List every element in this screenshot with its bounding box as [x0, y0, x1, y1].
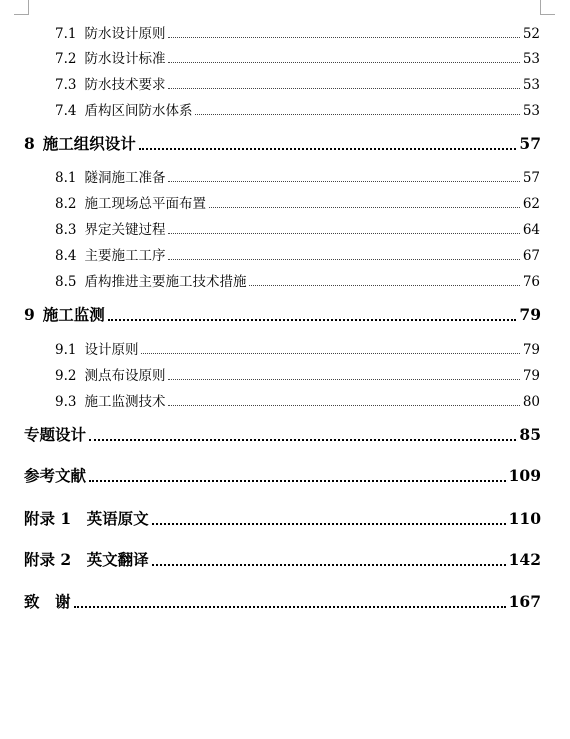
toc-page-number: 67	[522, 248, 540, 264]
toc-section-entry[interactable]	[55, 22, 540, 42]
toc-page-number: 79	[519, 305, 541, 324]
toc-entry-number: 8.4	[55, 248, 77, 264]
toc-dot-leader	[152, 563, 506, 566]
toc-dot-leader	[168, 378, 519, 380]
toc-entry-title: 施工监测技术	[84, 394, 166, 410]
toc-entry-title: 施工现场总平面布置	[84, 196, 206, 212]
toc-entry-number: 7.3	[55, 77, 77, 93]
toc-entry-title: 专题设计	[24, 425, 87, 444]
toc-entry-title: 致 谢	[24, 592, 71, 611]
toc-section-entry[interactable]	[55, 192, 540, 212]
toc-section-entry[interactable]	[55, 390, 540, 410]
toc-chapter-entry[interactable]	[24, 132, 541, 154]
toc-entry-title: 测点布设原则	[84, 368, 166, 384]
toc-entry-number: 9.2	[55, 368, 77, 384]
toc-dot-leader	[168, 61, 519, 63]
toc-entry-number: 8.3	[55, 222, 77, 238]
page-corner-mark-right	[540, 0, 555, 15]
toc-page-number: 53	[522, 51, 540, 67]
toc-entry-number: 7.4	[55, 103, 77, 119]
toc-entry-title: 主要施工工序	[84, 248, 166, 264]
toc-entry-title: 设计原则	[84, 342, 139, 358]
toc-section-entry[interactable]	[55, 270, 540, 290]
toc-entry-title: 隧洞施工准备	[84, 170, 166, 186]
toc-page-number: 110	[508, 509, 541, 528]
toc-dot-leader	[141, 352, 519, 354]
toc-dot-leader	[168, 87, 519, 89]
toc-entry-title: 盾构区间防水体系	[84, 103, 193, 119]
toc-entry-title: 施工监测	[42, 305, 105, 324]
toc-section-entry[interactable]	[55, 73, 540, 93]
toc-section-entry[interactable]	[55, 244, 540, 264]
toc-entry-number: 7.1	[55, 26, 77, 42]
toc-dot-leader	[168, 36, 519, 38]
toc-chapter-entry[interactable]	[24, 590, 541, 612]
page-corner-mark-left	[14, 0, 29, 15]
toc-page-number: 142	[508, 550, 541, 569]
toc-section-entry[interactable]	[55, 364, 540, 384]
toc-dot-leader	[152, 522, 506, 525]
toc-section-entry[interactable]	[55, 218, 540, 238]
toc-entry-title: 防水技术要求	[84, 77, 166, 93]
toc-entry-number: 8.2	[55, 196, 77, 212]
toc-dot-leader	[89, 438, 516, 441]
toc-entry-number: 8.5	[55, 274, 77, 290]
toc-page-number: 85	[519, 425, 541, 444]
toc-entry-title: 施工组织设计	[42, 134, 136, 153]
toc-page-number: 79	[522, 368, 540, 384]
toc-entry-number: 7.2	[55, 51, 77, 67]
toc-chapter-entry[interactable]	[24, 303, 541, 325]
toc-page-number: 76	[522, 274, 540, 290]
toc-entry-title: 附录 1 英语原文	[24, 509, 149, 528]
toc-dot-leader	[168, 258, 519, 260]
toc-entry-title: 附录 2 英文翻译	[24, 550, 149, 569]
toc-chapter-entry[interactable]	[24, 423, 541, 445]
toc-entry-title: 界定关键过程	[84, 222, 166, 238]
toc-entry-title: 参考文献	[24, 466, 87, 485]
toc-page-number: 52	[522, 26, 540, 42]
toc-entry-number: 8	[24, 134, 35, 153]
toc-page-number: 57	[522, 170, 540, 186]
toc-section-entry[interactable]	[55, 47, 540, 67]
toc-page-number: 167	[508, 592, 541, 611]
toc-page-number: 62	[522, 196, 540, 212]
toc-dot-leader	[139, 147, 517, 150]
toc-entry-title: 防水设计原则	[84, 26, 166, 42]
toc-dot-leader	[195, 113, 519, 115]
toc-dot-leader	[168, 180, 519, 182]
toc-section-entry[interactable]	[55, 99, 540, 119]
toc-page-number: 80	[522, 394, 540, 410]
toc-dot-leader	[168, 232, 519, 234]
toc-entry-number: 9	[24, 305, 35, 324]
toc-page-number: 53	[522, 103, 540, 119]
toc-dot-leader	[108, 318, 517, 321]
toc-dot-leader	[168, 404, 519, 406]
toc-entry-number: 9.1	[55, 342, 77, 358]
toc-section-entry[interactable]	[55, 166, 540, 186]
toc-entry-number: 9.3	[55, 394, 77, 410]
toc-chapter-entry[interactable]	[24, 548, 541, 570]
toc-chapter-entry[interactable]	[24, 464, 541, 486]
toc-section-entry[interactable]	[55, 338, 540, 358]
toc-page-number: 79	[522, 342, 540, 358]
toc-dot-leader	[89, 479, 506, 482]
toc-entry-title: 防水设计标准	[84, 51, 166, 67]
toc-page-number: 109	[508, 466, 541, 485]
toc-dot-leader	[249, 284, 519, 286]
toc-page-number: 57	[519, 134, 541, 153]
toc-page-number: 53	[522, 77, 540, 93]
toc-page-number: 64	[522, 222, 540, 238]
toc-chapter-entry[interactable]	[24, 507, 541, 529]
toc-dot-leader	[209, 206, 520, 208]
toc-dot-leader	[74, 605, 506, 608]
toc-entry-number: 8.1	[55, 170, 77, 186]
toc-entry-title: 盾构推进主要施工技术措施	[84, 274, 247, 290]
